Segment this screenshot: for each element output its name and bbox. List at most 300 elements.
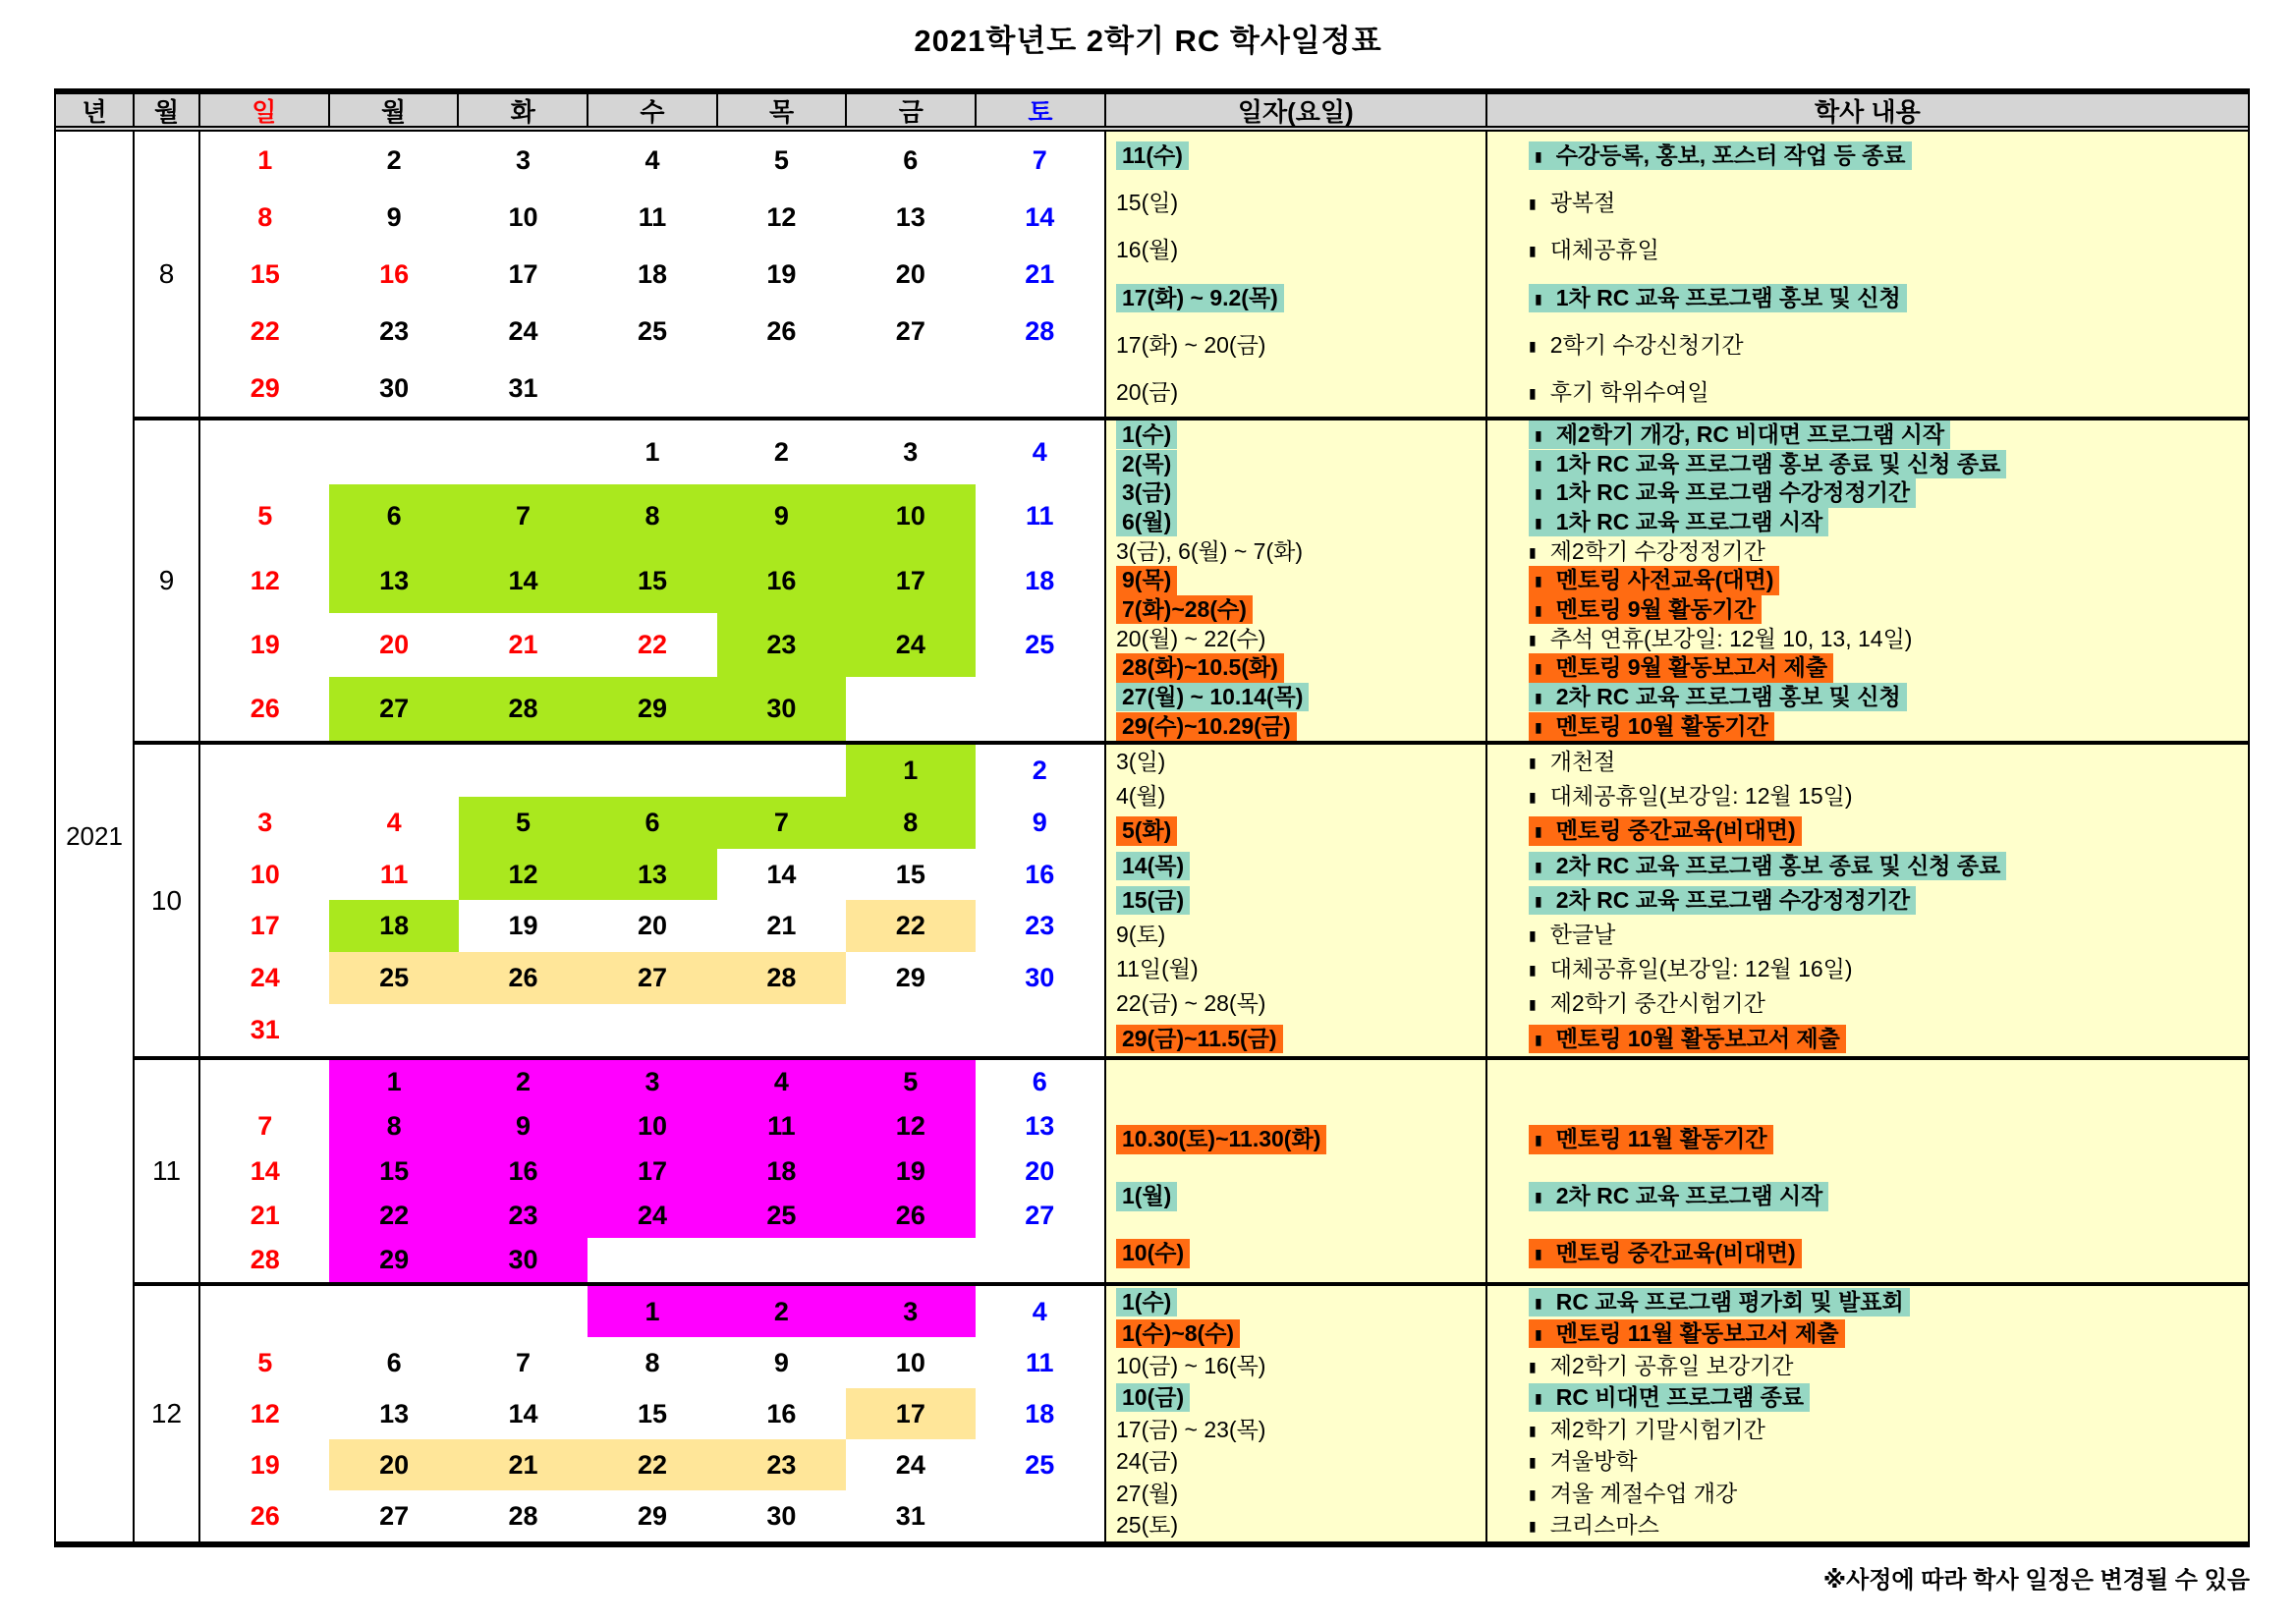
day-cell [588, 1004, 716, 1056]
schedule-content-text: 수강등록, 홍보, 포스터 작업 등 종료 [1555, 141, 1906, 168]
day-cell [846, 1060, 975, 1104]
month-section-11 [135, 1056, 2248, 1282]
day-cell [200, 797, 329, 849]
schedule-content [1529, 380, 1709, 405]
day-cell [976, 420, 1104, 484]
day-cell [976, 1060, 1104, 1104]
schedule-content-text: 멘토링 11월 활동보고서 제출 [1555, 1320, 1839, 1347]
day-cell [976, 303, 1104, 360]
month-cell-8 [135, 132, 200, 417]
schedule-content-cell [1487, 1510, 2248, 1542]
header-day-wed: 수 [588, 94, 718, 126]
schedule-date-cell [1106, 779, 1485, 813]
schedule-contents-9 [1487, 420, 2248, 741]
day-number: 16 [766, 565, 797, 595]
bullet-icon: ▮ [1535, 573, 1542, 589]
day-cell [846, 900, 975, 952]
day-cell [459, 1490, 588, 1541]
schedule-content-text: 대체공휴일(보강일: 12월 15일) [1549, 783, 1853, 810]
schedule-content [1529, 333, 1744, 358]
schedule-content [1529, 539, 1765, 564]
day-cell [588, 420, 716, 484]
day-number: 20 [895, 258, 925, 289]
day-cell [588, 1337, 716, 1388]
day-number: 1 [386, 1067, 402, 1097]
schedule-date: 15(금) [1116, 886, 1190, 915]
bullet-icon: ▮ [1529, 789, 1537, 806]
day-cell [588, 246, 716, 303]
schedule-content-cell [1487, 624, 2248, 653]
day-cell [846, 360, 975, 417]
day-number: 26 [766, 315, 797, 346]
day-number: 27 [379, 693, 410, 723]
day-number: 12 [895, 1111, 925, 1142]
day-cell [200, 420, 329, 484]
schedule-content-text: 겨울방학 [1549, 1448, 1638, 1475]
bullet-icon: ▮ [1529, 243, 1537, 259]
day-cell [588, 952, 716, 1004]
day-cell [200, 952, 329, 1004]
schedule-date-cell [1106, 624, 1485, 653]
day-number: 4 [644, 144, 660, 175]
day-number: 29 [895, 963, 925, 993]
day-cell [329, 420, 458, 484]
schedule-date: 20(금) [1116, 379, 1179, 406]
schedule-content [1529, 784, 1853, 809]
schedule-date-cell [1106, 1350, 1485, 1382]
schedule-date-cell [1106, 987, 1485, 1022]
week-row [200, 1104, 1104, 1148]
schedule-date-cell [1106, 132, 1485, 179]
bullet-icon: ▮ [1535, 892, 1542, 909]
day-number: 13 [379, 1398, 410, 1428]
schedule-dates-8 [1106, 132, 1487, 417]
schedule-content [1529, 816, 1802, 845]
day-cell [329, 1104, 458, 1148]
day-cell [200, 677, 329, 741]
bullet-icon: ▮ [1529, 1485, 1537, 1502]
day-cell [588, 849, 716, 901]
day-number: 23 [1025, 911, 1055, 941]
schedule-content-text: 제2학기 개강, RC 비대면 프로그램 시작 [1555, 421, 1945, 448]
bullet-icon: ▮ [1535, 858, 1542, 874]
day-cell [329, 548, 458, 612]
day-cell [588, 1238, 716, 1282]
week-row [200, 1337, 1104, 1388]
schedule-content-cell [1487, 595, 2248, 625]
schedule-date: 1(수) [1116, 420, 1177, 449]
day-cell [976, 797, 1104, 849]
schedule-content [1529, 1239, 1802, 1267]
day-number: 27 [379, 1500, 410, 1531]
schedule-content-text: 멘토링 사전교육(대면) [1555, 567, 1774, 593]
schedule-content-cell [1487, 369, 2248, 417]
day-cell [717, 1337, 846, 1388]
schedule-content-cell [1487, 450, 2248, 479]
table-body [56, 132, 2248, 1541]
bullet-icon: ▮ [1529, 1454, 1537, 1471]
schedule-date: 9(토) [1116, 922, 1166, 948]
schedule-date: 17(금) ~ 23(목) [1116, 1416, 1266, 1442]
day-cell [200, 303, 329, 360]
schedule-date-cell [1106, 653, 1485, 683]
day-cell [976, 1148, 1104, 1193]
page-title: 2021학년도 2학기 RC 학사일정표 [914, 24, 1382, 58]
schedule-date-cell [1106, 566, 1485, 595]
day-number: 12 [766, 201, 797, 232]
schedule-date: 9(목) [1116, 566, 1177, 594]
day-cell [459, 1286, 588, 1337]
schedule-content-cell [1487, 508, 2248, 537]
schedule-contents-8 [1487, 132, 2248, 417]
schedule-date-cell [1106, 1111, 1485, 1168]
week-row [200, 1004, 1104, 1056]
day-cell [717, 246, 846, 303]
day-cell [200, 1286, 329, 1337]
schedule-content [1529, 1319, 1845, 1348]
schedule-content [1529, 566, 1779, 594]
schedule-date: 10(금) [1116, 1383, 1190, 1412]
day-number: 30 [1025, 963, 1055, 993]
day-cell [459, 246, 588, 303]
day-cell [846, 952, 975, 1004]
day-cell [329, 1004, 458, 1056]
schedule-date-cell [1106, 1414, 1485, 1446]
schedule-content [1529, 1182, 1828, 1210]
day-number: 7 [257, 1111, 273, 1142]
schedule-content [1529, 595, 1762, 624]
schedule-content-text: 대체공휴일(보강일: 12월 16일) [1549, 956, 1853, 982]
day-cell [200, 132, 329, 189]
day-cell [200, 1337, 329, 1388]
bullet-icon: ▮ [1535, 1326, 1542, 1343]
day-number: 29 [250, 372, 280, 403]
schedule-content-text: 겨울 계절수업 개강 [1549, 1480, 1738, 1506]
bullet-icon: ▮ [1529, 1518, 1537, 1535]
day-number: 5 [257, 1347, 273, 1377]
bullet-icon: ▮ [1529, 754, 1537, 770]
schedule-content [1529, 886, 1916, 915]
month-section-10 [135, 741, 2248, 1056]
day-cell [588, 1286, 716, 1337]
schedule-content-text: 2차 RC 교육 프로그램 시작 [1555, 1183, 1823, 1209]
day-number: 28 [508, 693, 538, 723]
year-cell [56, 132, 135, 1541]
schedule-content-text: 광복절 [1549, 189, 1616, 215]
day-cell [459, 420, 588, 484]
bullet-icon: ▮ [1535, 147, 1542, 164]
day-number: 13 [895, 201, 925, 232]
day-number: 2 [1032, 755, 1047, 785]
day-number: 13 [1025, 1111, 1055, 1142]
day-cell [846, 303, 975, 360]
week-row [200, 745, 1104, 797]
schedule-date-cell [1106, 745, 1485, 779]
day-number: 12 [508, 859, 538, 889]
day-cell [588, 900, 716, 952]
bullet-icon: ▮ [1535, 718, 1542, 735]
day-cell [459, 613, 588, 677]
day-cell [717, 1194, 846, 1238]
bullet-icon: ▮ [1535, 427, 1542, 444]
day-number: 7 [773, 807, 789, 837]
schedule-date: 27(월) [1116, 1480, 1179, 1506]
schedule-content-cell [1487, 537, 2248, 567]
header-day-sat: 토 [977, 94, 1106, 126]
month-section-12 [135, 1282, 2248, 1541]
bullet-icon: ▮ [1535, 689, 1542, 705]
schedule-content-cell [1487, 653, 2248, 683]
bullet-icon: ▮ [1529, 337, 1537, 354]
schedule-date-cell [1106, 478, 1485, 508]
bullet-icon: ▮ [1535, 1390, 1542, 1407]
day-number: 27 [895, 315, 925, 346]
week-row [200, 1286, 1104, 1337]
day-cell [846, 1148, 975, 1193]
day-cell [459, 1238, 588, 1282]
bullet-icon: ▮ [1529, 631, 1537, 647]
header-day-fri: 금 [847, 94, 977, 126]
schedule-content-cell [1487, 179, 2248, 226]
bullet-icon: ▮ [1535, 456, 1542, 473]
day-number: 21 [766, 911, 797, 941]
day-number: 14 [766, 859, 797, 889]
day-cell [459, 484, 588, 548]
schedule-content-text: 제2학기 수강정정기간 [1549, 537, 1765, 564]
schedule-dates-9 [1106, 420, 1487, 741]
day-cell [588, 1104, 716, 1148]
schedule-content [1529, 508, 1828, 536]
schedule-content-text: 2학기 수강신청기간 [1549, 331, 1744, 358]
schedule-content-cell [1487, 1225, 2248, 1282]
schedule-content-text: 2차 RC 교육 프로그램 수강정정기간 [1555, 886, 1911, 913]
bullet-icon: ▮ [1529, 962, 1537, 979]
day-number: 8 [644, 501, 660, 532]
schedule-date-cell [1106, 1286, 1485, 1318]
week-row [200, 1490, 1104, 1541]
schedule-content-text: 제2학기 공휴일 보강기간 [1549, 1352, 1794, 1378]
schedule-date-cell [1106, 1446, 1485, 1479]
day-number: 8 [257, 201, 273, 232]
schedule-date: 10(금) ~ 16(목) [1116, 1352, 1266, 1378]
day-cell [976, 360, 1104, 417]
day-number: 10 [895, 501, 925, 532]
day-number: 31 [895, 1500, 925, 1531]
schedule-content-cell [1487, 987, 2248, 1022]
week-row [200, 1194, 1104, 1238]
day-cell [329, 677, 458, 741]
day-cell [329, 303, 458, 360]
schedule-content [1529, 1025, 1846, 1053]
day-number: 26 [250, 693, 280, 723]
day-cell [329, 613, 458, 677]
bullet-icon: ▮ [1529, 1358, 1537, 1374]
day-cell [459, 360, 588, 417]
day-cell [588, 1148, 716, 1193]
schedule-date-cell [1106, 537, 1485, 567]
day-cell [329, 797, 458, 849]
day-cell [717, 1490, 846, 1541]
day-number: 29 [637, 1500, 667, 1531]
day-number: 3 [516, 144, 532, 175]
schedule-content-cell [1487, 420, 2248, 450]
day-number: 19 [250, 1449, 280, 1480]
day-cell [717, 189, 846, 246]
day-cell [200, 360, 329, 417]
day-cell [717, 677, 846, 741]
schedule-content-text: 1차 RC 교육 프로그램 수강정정기간 [1555, 479, 1911, 506]
day-number: 23 [766, 1449, 797, 1480]
day-cell [846, 1490, 975, 1541]
day-cell [329, 1388, 458, 1439]
day-cell [976, 1104, 1104, 1148]
day-cell [717, 548, 846, 612]
schedule-content [1529, 1383, 1810, 1412]
day-cell [200, 1238, 329, 1282]
day-cell [976, 900, 1104, 952]
day-number: 6 [386, 501, 402, 532]
day-number: 5 [903, 1067, 919, 1097]
day-cell [459, 1194, 588, 1238]
schedule-date-cell [1106, 420, 1485, 450]
day-cell [976, 132, 1104, 189]
week-row [200, 613, 1104, 677]
day-cell [976, 1388, 1104, 1439]
day-cell [459, 1388, 588, 1439]
day-cell [846, 548, 975, 612]
day-cell [846, 849, 975, 901]
day-number: 17 [508, 258, 538, 289]
bullet-icon: ▮ [1535, 602, 1542, 619]
day-number: 14 [508, 565, 538, 595]
day-cell [976, 1286, 1104, 1337]
schedule-date: 1(수) [1116, 1288, 1177, 1316]
schedule-date: 14(목) [1116, 852, 1190, 880]
day-number: 26 [895, 1200, 925, 1230]
bullet-icon: ▮ [1535, 1031, 1542, 1047]
schedule-content-cell [1487, 849, 2248, 883]
schedule-date: 20(월) ~ 22(수) [1116, 625, 1266, 651]
day-number: 19 [250, 629, 280, 659]
day-cell [459, 1148, 588, 1193]
day-number: 24 [250, 963, 280, 993]
bullet-icon: ▮ [1535, 823, 1542, 840]
day-number: 19 [766, 258, 797, 289]
schedule-date: 16(월) [1116, 237, 1179, 263]
schedule-date: 17(화) ~ 20(금) [1116, 331, 1266, 358]
bullet-icon: ▮ [1535, 290, 1542, 307]
day-number: 2 [516, 1067, 532, 1097]
day-cell [717, 1004, 846, 1056]
day-number: 12 [250, 565, 280, 595]
day-number: 24 [637, 1200, 667, 1230]
schedule-date: 3(금) [1116, 478, 1177, 507]
calendar-8 [200, 132, 1106, 417]
day-number: 15 [637, 1398, 667, 1428]
schedule-date: 29(금)~11.5(금) [1116, 1025, 1283, 1053]
day-cell [329, 1490, 458, 1541]
day-cell [588, 132, 716, 189]
day-number: 22 [379, 1200, 410, 1230]
schedule-content [1529, 478, 1916, 507]
day-number: 18 [766, 1155, 797, 1186]
schedule-content [1529, 852, 2006, 880]
day-cell [717, 1388, 846, 1439]
schedule-content-text: 멘토링 9월 활동기간 [1555, 596, 1757, 623]
spacer [1106, 1060, 1485, 1111]
schedule-content [1529, 653, 1833, 682]
day-cell [976, 189, 1104, 246]
day-number: 27 [637, 963, 667, 993]
day-number: 24 [508, 315, 538, 346]
day-number: 15 [379, 1155, 410, 1186]
day-number: 20 [1025, 1155, 1055, 1186]
day-cell [459, 900, 588, 952]
bullet-icon: ▮ [1535, 515, 1542, 532]
day-cell [976, 484, 1104, 548]
day-number: 15 [895, 859, 925, 889]
day-number: 25 [379, 963, 410, 993]
schedule-content-cell [1487, 1478, 2248, 1510]
header-day-thu: 목 [718, 94, 848, 126]
schedule-content-cell [1487, 952, 2248, 986]
schedule-content-cell [1487, 1350, 2248, 1382]
schedule-content [1529, 923, 1615, 947]
day-cell [200, 745, 329, 797]
month-cell-10 [135, 745, 200, 1056]
month-section-9 [135, 417, 2248, 741]
header-year: 년 [56, 94, 135, 126]
schedule-date: 28(화)~10.5(화) [1116, 653, 1284, 682]
day-number: 10 [508, 201, 538, 232]
day-number: 10 [637, 1111, 667, 1142]
day-cell [846, 1388, 975, 1439]
day-cell [588, 613, 716, 677]
schedule-date-cell [1106, 1318, 1485, 1351]
schedule-date: 4(월) [1116, 783, 1166, 810]
schedule-content-cell [1487, 1446, 2248, 1479]
schedule-date-cell [1106, 683, 1485, 712]
day-number: 5 [516, 807, 532, 837]
schedule-date-cell [1106, 918, 1485, 952]
week-row [200, 900, 1104, 952]
day-cell [846, 1439, 975, 1490]
schedule-content-cell [1487, 227, 2248, 274]
day-cell [200, 189, 329, 246]
day-cell [846, 1238, 975, 1282]
schedule-content-text: 크리스마스 [1549, 1512, 1659, 1539]
day-number: 16 [1025, 859, 1055, 889]
day-cell [329, 1060, 458, 1104]
schedule-date: 22(금) ~ 28(목) [1116, 990, 1266, 1017]
day-number: 5 [773, 144, 789, 175]
day-cell [588, 360, 716, 417]
schedule-content [1529, 712, 1774, 741]
week-row [200, 1388, 1104, 1439]
schedule-dates-11 [1106, 1060, 1487, 1282]
schedule-content-text: 개천절 [1549, 748, 1616, 774]
day-number: 14 [250, 1155, 280, 1186]
schedule-content [1529, 141, 1912, 170]
day-number: 23 [379, 315, 410, 346]
day-number: 29 [379, 1244, 410, 1274]
day-cell [588, 1194, 716, 1238]
day-cell [459, 1004, 588, 1056]
schedule-date: 6(월) [1116, 508, 1177, 536]
day-cell [200, 1104, 329, 1148]
schedule-content-text: 멘토링 10월 활동기간 [1555, 712, 1768, 739]
day-cell [846, 1337, 975, 1388]
